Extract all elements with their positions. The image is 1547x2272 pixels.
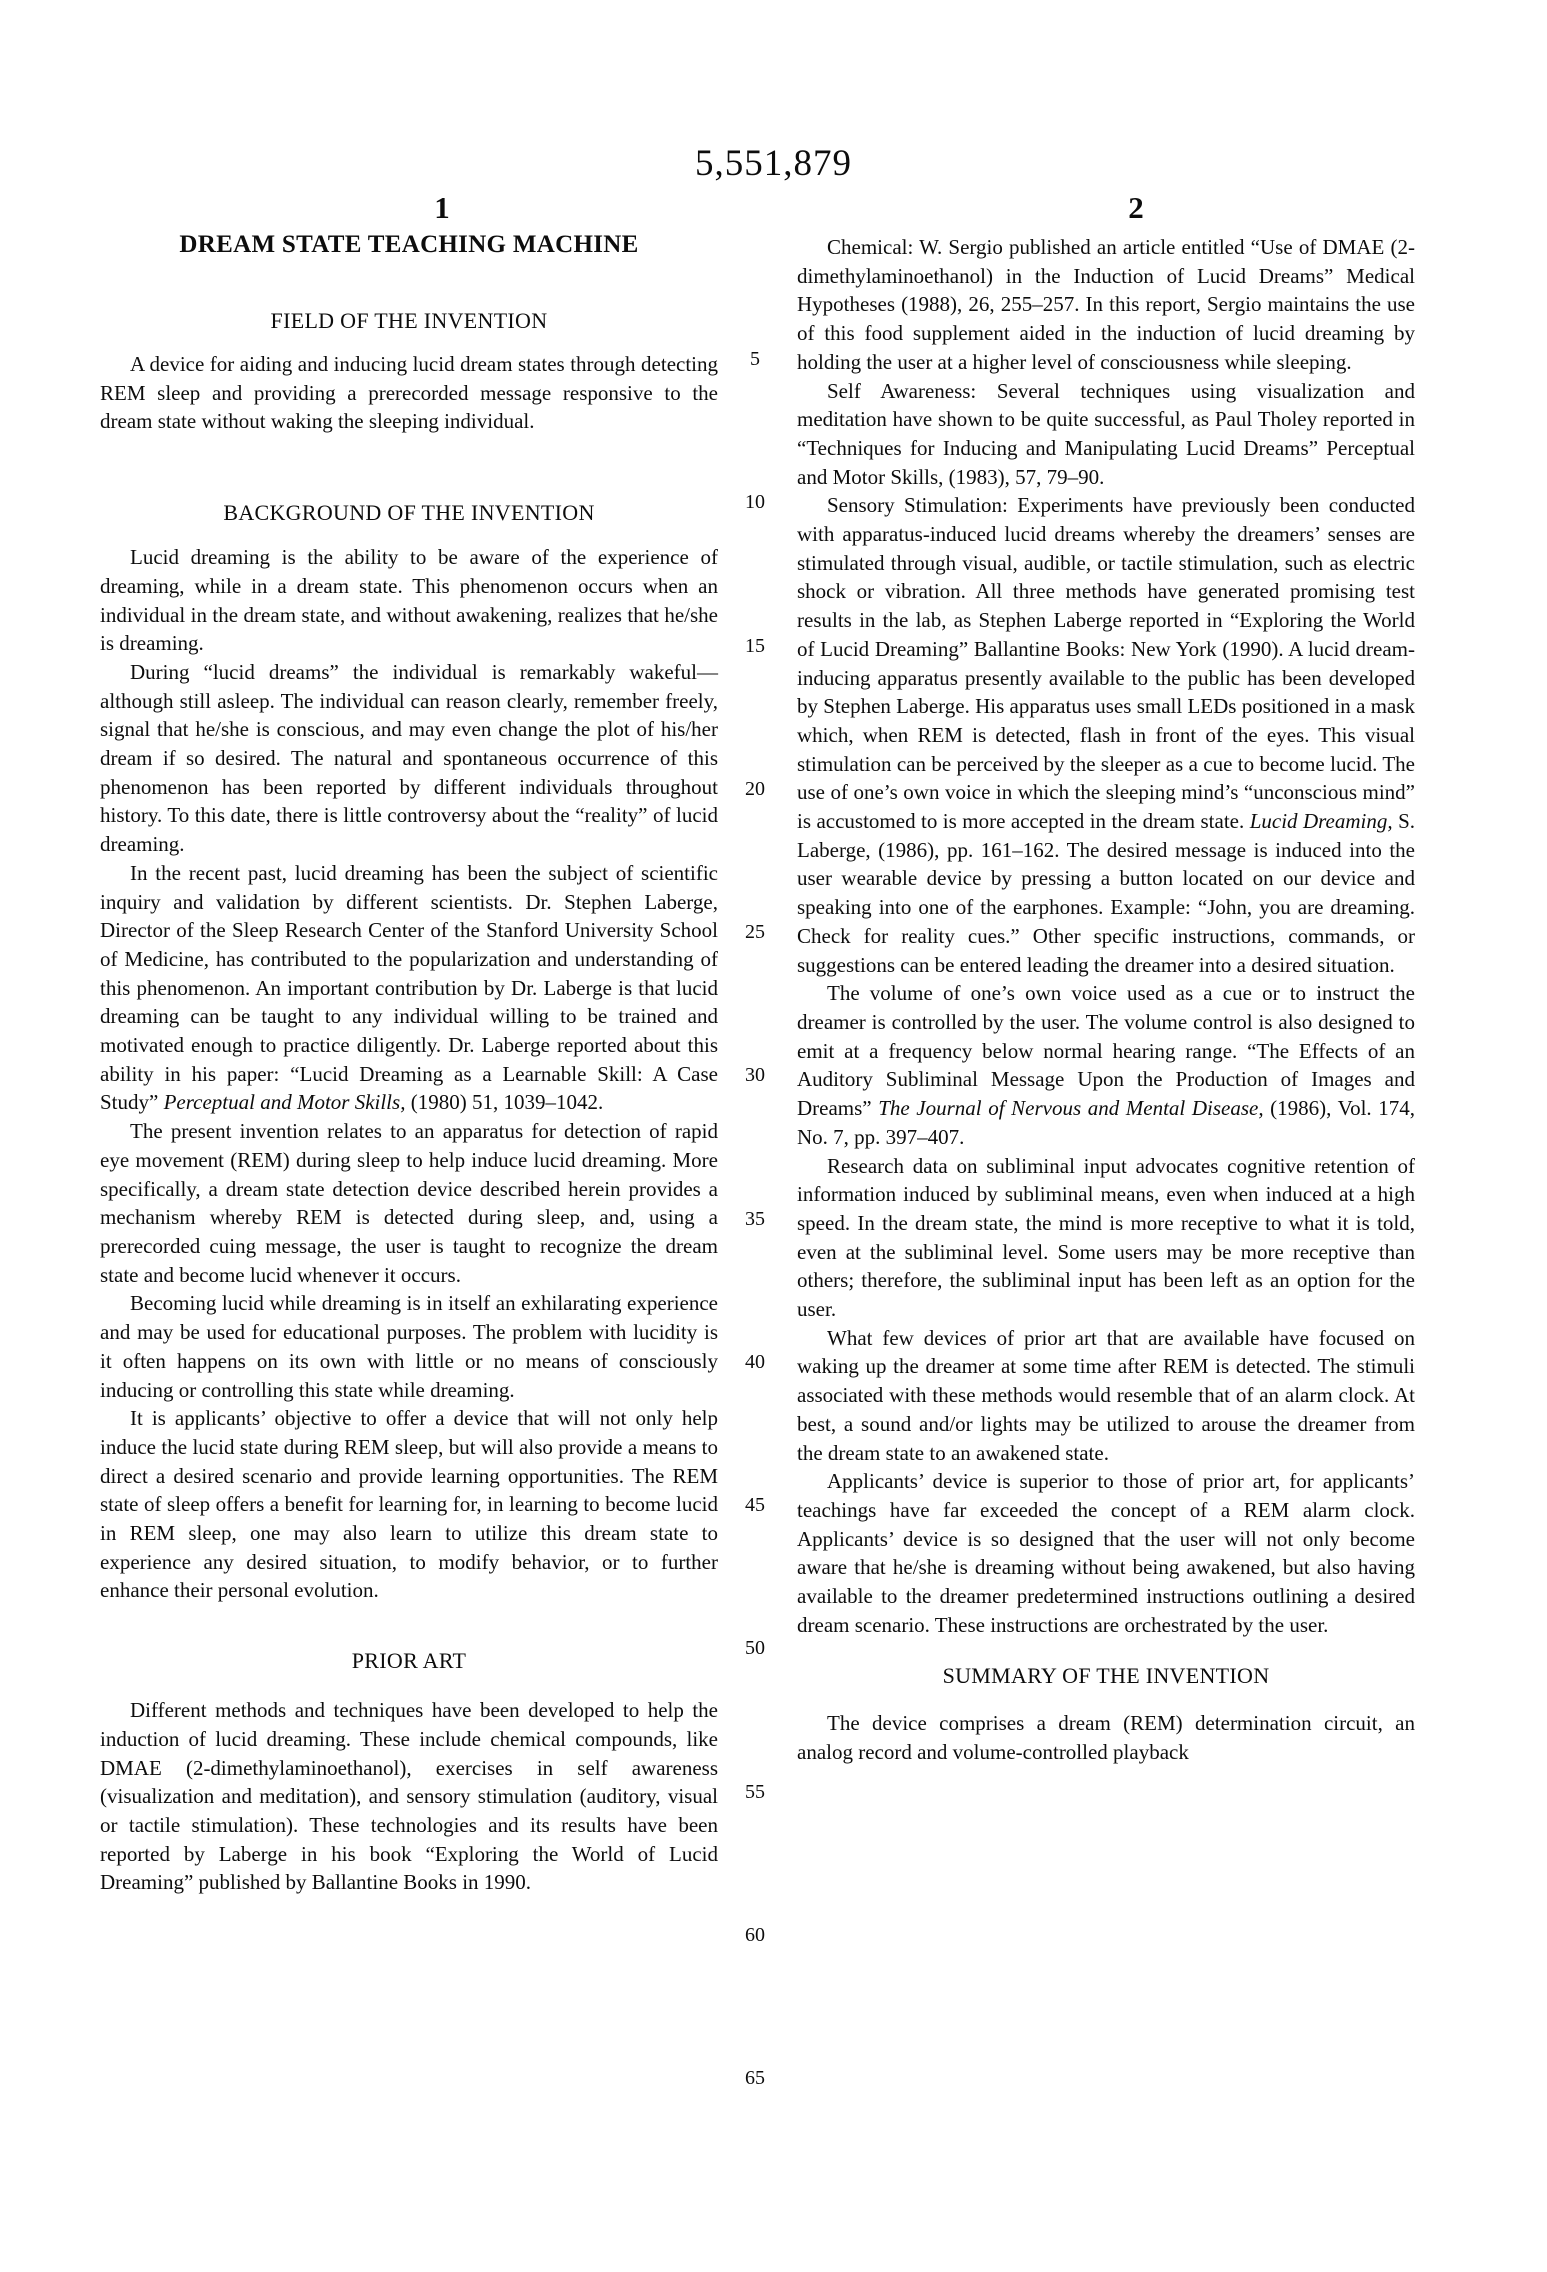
column-number-left: 1 [434, 190, 450, 225]
section-heading-summary: SUMMARY OF THE INVENTION [942, 1663, 1270, 1689]
section-heading-background: BACKGROUND OF THE INVENTION [223, 500, 595, 526]
right-paragraph-volume-control: The volume of one’s own voice used as a cue or to instruct the dreamer is controlled by the user. The volume control is also designed to emit at a frequency below normal hearing range. “The Effects of an Auditory Subliminal Message Upon the Production of Images and Dreams” The Journal of Nervous and Mental Disease, (1986), Vol. 174, No. 7, pp. 397–407. [797, 981, 1415, 1149]
line-number: 40 [745, 1351, 765, 1373]
line-number: 20 [745, 778, 765, 800]
field-of-invention-paragraph: A device for aiding and inducing lucid dream states through detecting REM sleep and providing a prerecorded message responsive to the dream state without waking the sleeping individual. [100, 352, 718, 434]
right-paragraph-prior-devices: What few devices of prior art that are available have focused on waking up the dreamer at some time after REM is detected. The stimuli associated with these methods would resemble that of an alarm clock. At best, a sound and/or lights may be utilized to arouse the dreamer from the dream state to an awakened state. [797, 1325, 1415, 1465]
line-number: 25 [745, 921, 765, 943]
section-heading-field: FIELD OF THE INVENTION [270, 308, 548, 333]
right-paragraph-self-awareness: Self Awareness: Several techniques using visualization and meditation have shown to be quite successful, as Paul Tholey reported in “Techniques for Inducing and Manipulating Lucid Dreams” Perceptual and Motor Skills, (1983), 57, 79–90. [797, 378, 1415, 489]
right-paragraph-subliminal-research: Research data on subliminal input advocates cognitive retention of information induced by subliminal means, even when induced at a high speed. In the dream state, the mind is more receptive to what it is told, even at the subliminal level. Some users may be more receptive than others; therefore, the subliminal input has been left as an option for the user. [797, 1153, 1415, 1322]
background-paragraph-5: Becoming lucid while dreaming is in itself an exhilarating experience and may be used for educational purposes. The problem with lucidity is it often happens on its own with little or no means of consciously inducing or controlling this state while dreaming. [100, 1291, 718, 1402]
right-paragraph-sensory-stimulation: Sensory Stimulation: Experiments have previously been conducted with apparatus-induced lucid dreams whereby the dreamers’ senses are stimulated through visual, audible, or tactile stimulation, such as electric shock or vibration. All three methods have generated promising test results in the lab, as Stephen Laberge reported in “Exploring the World of Lucid Dreaming” Ballantine Books: New York (1990). A lucid dream-inducing apparatus presently available to the public has been developed by Stephen Laberge. His apparatus uses small LEDs positioned in a mask which, when REM is detected, flash in front of the eyes. This visual stimulation can be perceived by the sleeper as a cue to become lucid. The use of one’s own voice in which the sleeping mind’s “unconscious mind” is accustomed to is more accepted in the dream state. Lucid Dreaming, S. Laberge, (1986), pp. 161–162. The desired message is induced into the user wearable device by pressing a button located on our device and speaking into one of the earphones. Example: “John, you are dreaming. Check for reality cues.” Other specific instructions, commands, or suggestions can be entered leading the dreamer into a desired situation. [797, 493, 1415, 977]
background-paragraph-1: Lucid dreaming is the ability to be aware of the experience of dreaming, while in a dream state. This phenomenon occurs when an individual in the dream state, and without awakening, realizes that he/she is dreaming. [100, 545, 718, 656]
background-paragraph-4: The present invention relates to an apparatus for detection of rapid eye movement (REM) during sleep to help induce lucid dreaming. More specifically, a dream state detection device described herein provides a mechanism whereby REM is detected during sleep, and, using a prerecorded cuing message, the user is taught to recognize the dream state and become lucid whenever it occurs. [100, 1119, 718, 1287]
prior-art-paragraph: Different methods and techniques have been developed to help the induction of lucid dreaming. These include chemical compounds, like DMAE (2-dimethylaminoethanol), exercises in self awareness (visualization and meditation), and sensory stimulation (auditory, visual or tactile stimulation). These technologies and its results have been reported by Laberge in his book “Exploring the World of Lucid Dreaming” published by Ballantine Books in 1990. [100, 1698, 718, 1895]
line-number: 65 [745, 2067, 765, 2089]
background-paragraph-6: It is applicants’ objective to offer a device that will not only help induce the lucid state during REM sleep, but will also provide a means to direct a desired scenario and provide learning opportunities. The REM state of sleep offers a benefit for learning for, in learning to become lucid in REM sleep, one may also learn to utilize this dream state to experience any desired situation, to modify behavior, or to further enhance their personal evolution. [100, 1406, 718, 1603]
background-paragraph-3: In the recent past, lucid dreaming has been the subject of scientific inquiry and validation by different scientists. Dr. Stephen Laberge, Director of the Sleep Research Center of the Stanford University School of Medicine, has contributed to the popularization and understanding of this phenomenon. An important contribution by Dr. Laberge is that lucid dreaming can be taught to any individual willing to be trained and motivated enough to practice diligently. Dr. Laberge reported about this ability in his paper: “Lucid Dreaming as a Learnable Skill: A Case Study” Perceptual and Motor Skills, (1980) 51, 1039–1042. [100, 860, 718, 1115]
line-number: 30 [745, 1064, 765, 1086]
page-header-patent-number: 5,551,879 [695, 143, 852, 184]
invention-title: DREAM STATE TEACHING MACHINE [179, 231, 639, 258]
line-number: 15 [745, 635, 765, 657]
line-number: 60 [745, 1924, 765, 1946]
right-paragraph-chemical: Chemical: W. Sergio published an article entitled “Use of DMAE (2-dimethylaminoethanol) in the Induction of Lucid Dreams” Medical Hypotheses (1988), 26, 255–257. In this report, Sergio maintains the use of this food supplement aided in the induction of lucid dreaming by holding the user at a higher level of consciousness while sleeping. [797, 235, 1415, 374]
column-right [797, 233, 1415, 1767]
line-number: 35 [745, 1208, 765, 1230]
section-heading-prior-art: PRIOR ART [351, 1648, 467, 1674]
column-number-right: 2 [1128, 190, 1144, 225]
line-number: 50 [745, 1637, 765, 1659]
right-paragraph-applicants-device: Applicants’ device is superior to those of prior art, for applicants’ teachings have far exceeded the concept of a REM alarm clock. Applicants’ device is so designed that the user will not only become aware that he/she is dreaming without being awakened, but also having available to the dreamer predetermined instructions outlining a desired dream scenario. These instructions are orchestrated by the user. [797, 1469, 1415, 1637]
line-number: 55 [745, 1781, 765, 1803]
background-paragraph-2: During “lucid dreams” the individual is remarkably wakeful—although still asleep. The individual can reason clearly, remember freely, signal that he/she is conscious, and may even change the plot of his/her dream if so desired. The natural and spontaneous occurrence of this phenomenon has been reported by different individuals throughout history. To this date, there is little controversy about the “reality” of lucid dreaming. [100, 659, 718, 857]
column-left [100, 228, 718, 1897]
line-number: 45 [745, 1494, 765, 1516]
summary-paragraph: The device comprises a dream (REM) determination circuit, an analog record and volume-controlled playback [797, 1711, 1415, 1765]
line-number: 5 [750, 348, 760, 370]
line-number: 10 [745, 491, 765, 513]
